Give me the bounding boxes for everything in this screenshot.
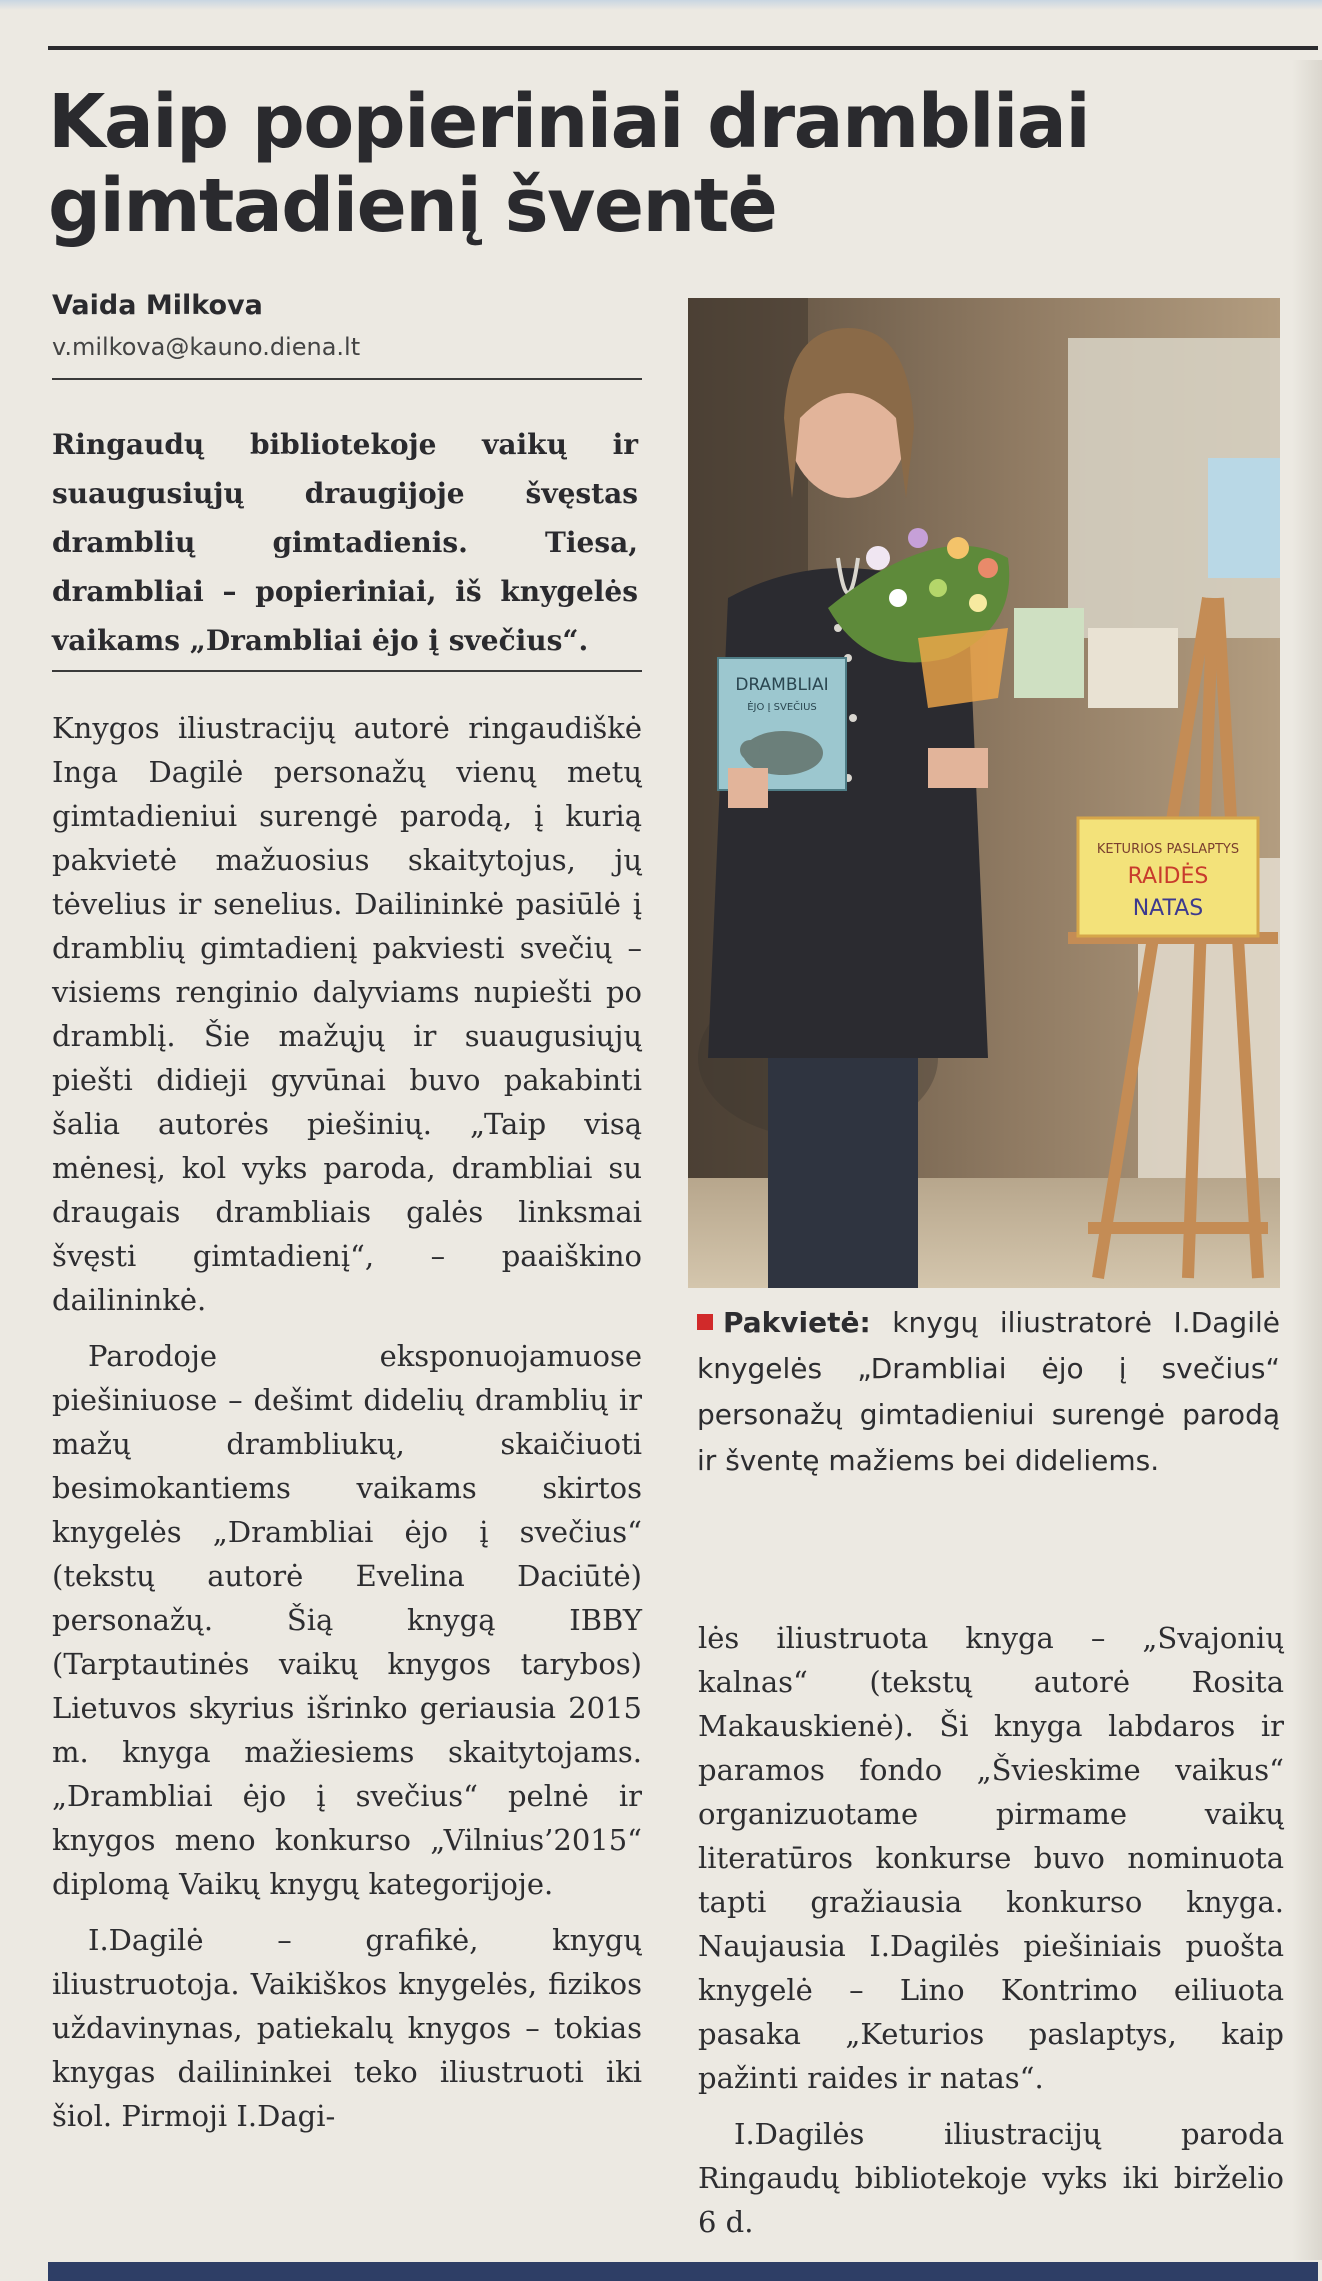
body-paragraph: lės iliustruota knyga – „Svajonių kalnas“ (tekstų autorė Rosita Makauskienė). Ši knyga labdaros ir paramos fondo „Švieskime vaikus“ organizuotame pirmame vaikų literatūros konkurse buvo nominuota tapti gražiausia konkurso knyga. Naujausia I.Dagilės piešiniais puošta knygelė – Lino Kontrimo eiliuota pasaka „Keturios paslaptys, kaip pažinti raides ir natas“. [698, 1621, 1284, 2095]
caption-label: Pakvietė: [723, 1306, 871, 1339]
bottom-bar [48, 2262, 1318, 2281]
page-edge-shade [1292, 60, 1322, 2260]
author-email: v.milkova@kauno.diena.lt [52, 333, 361, 361]
page-top-strip [0, 0, 1322, 10]
article-photo [688, 298, 1280, 1288]
article-headline: Kaip popieriniai drambliai gimtadienį šventė [48, 79, 1090, 249]
book-left-title: DRAMBLIAI [735, 675, 829, 695]
byline-rule [52, 378, 642, 380]
book-right-line2: NATAS [1132, 896, 1204, 921]
caption-text: knygų iliustratorė I.Dagilė knygelės „Drambliai ėjo į svečius“ personažų gimtadieniui surengė parodą ir šventę mažiems bei dideliems. [697, 1306, 1280, 1477]
lead-rule [52, 670, 642, 672]
book-right-line1: RAIDĖS [1127, 864, 1209, 889]
body-paragraph: Knygos iliustracijų autorė ringaudiškė Inga Dagilė personažų vienų metų gimtadieniui surengė parodą, į kurią pakvietė mažuosius skaitytojus, jų tėvelius ir senelius. Dailininkė pasiūlė į dramblių gimtadienį pakviesti svečių – visiems renginio dalyviams nupiešti po dramblį. Šie mažųjų ir suaugusiųjų piešti didieji gyvūnai buvo pakabinti šalia autorės piešinių. „Taip visą mėnesį, kol vyks paroda, drambliai su draugais drambliais galės linksmai švęsti gimtadienį“, – paaiškino dailininkė. [52, 711, 642, 1317]
author-name: Vaida Milkova [52, 290, 263, 321]
body-column-left [52, 706, 642, 2138]
body-column-right [698, 1616, 1284, 2244]
body-paragraph: I.Dagilės iliustracijų paroda Ringaudų bibliotekoje vyks iki birželio 6 d. [698, 2117, 1284, 2239]
photo-caption [697, 1300, 1280, 1484]
book-right-top-text: KETURIOS PASLAPTYS [1096, 842, 1240, 857]
photo-illustration [688, 298, 1280, 1288]
caption-marker [697, 1314, 713, 1330]
article-lead: Ringaudų bibliotekoje vaikų ir suaugusiųjų draugijoje švęstas dramblių gimtadienis. Tiesa, drambliai – popieriniai, iš knygelės vaikams „Drambliai ėjo į svečius“. [52, 428, 638, 657]
body-paragraph: Parodoje eksponuojamuose piešiniuose – dešimt didelių dramblių ir mažų drambliukų, skaičiuoti besimokantiems vaikams skirtos knygelės „Drambliai ėjo į svečius“ (tekstų autorė Evelina Daciūtė) personažų. Šią knygą IBBY (Tarptautinės vaikų knygos tarybos) Lietuvos skyrius išrinko geriausia 2015 m. knyga mažiesiems skaitytojams. „Drambliai ėjo į svečius“ pelnė ir knygos meno konkurso „Vilnius’2015“ diplomą Vaikų knygų kategorijoje. [52, 1339, 642, 1901]
body-paragraph: I.Dagilė – grafikė, knygų iliustruotoja. Vaikiškos knygelės, fizikos uždavinynas, patiekalų knygos – tokias knygas dailininkei teko iliustruoti iki šiol. Pirmoji I.Dagi- [52, 1923, 642, 2133]
book-left-subtitle: ĖJO Į SVEČIUS [747, 702, 817, 713]
top-rule [48, 46, 1318, 50]
